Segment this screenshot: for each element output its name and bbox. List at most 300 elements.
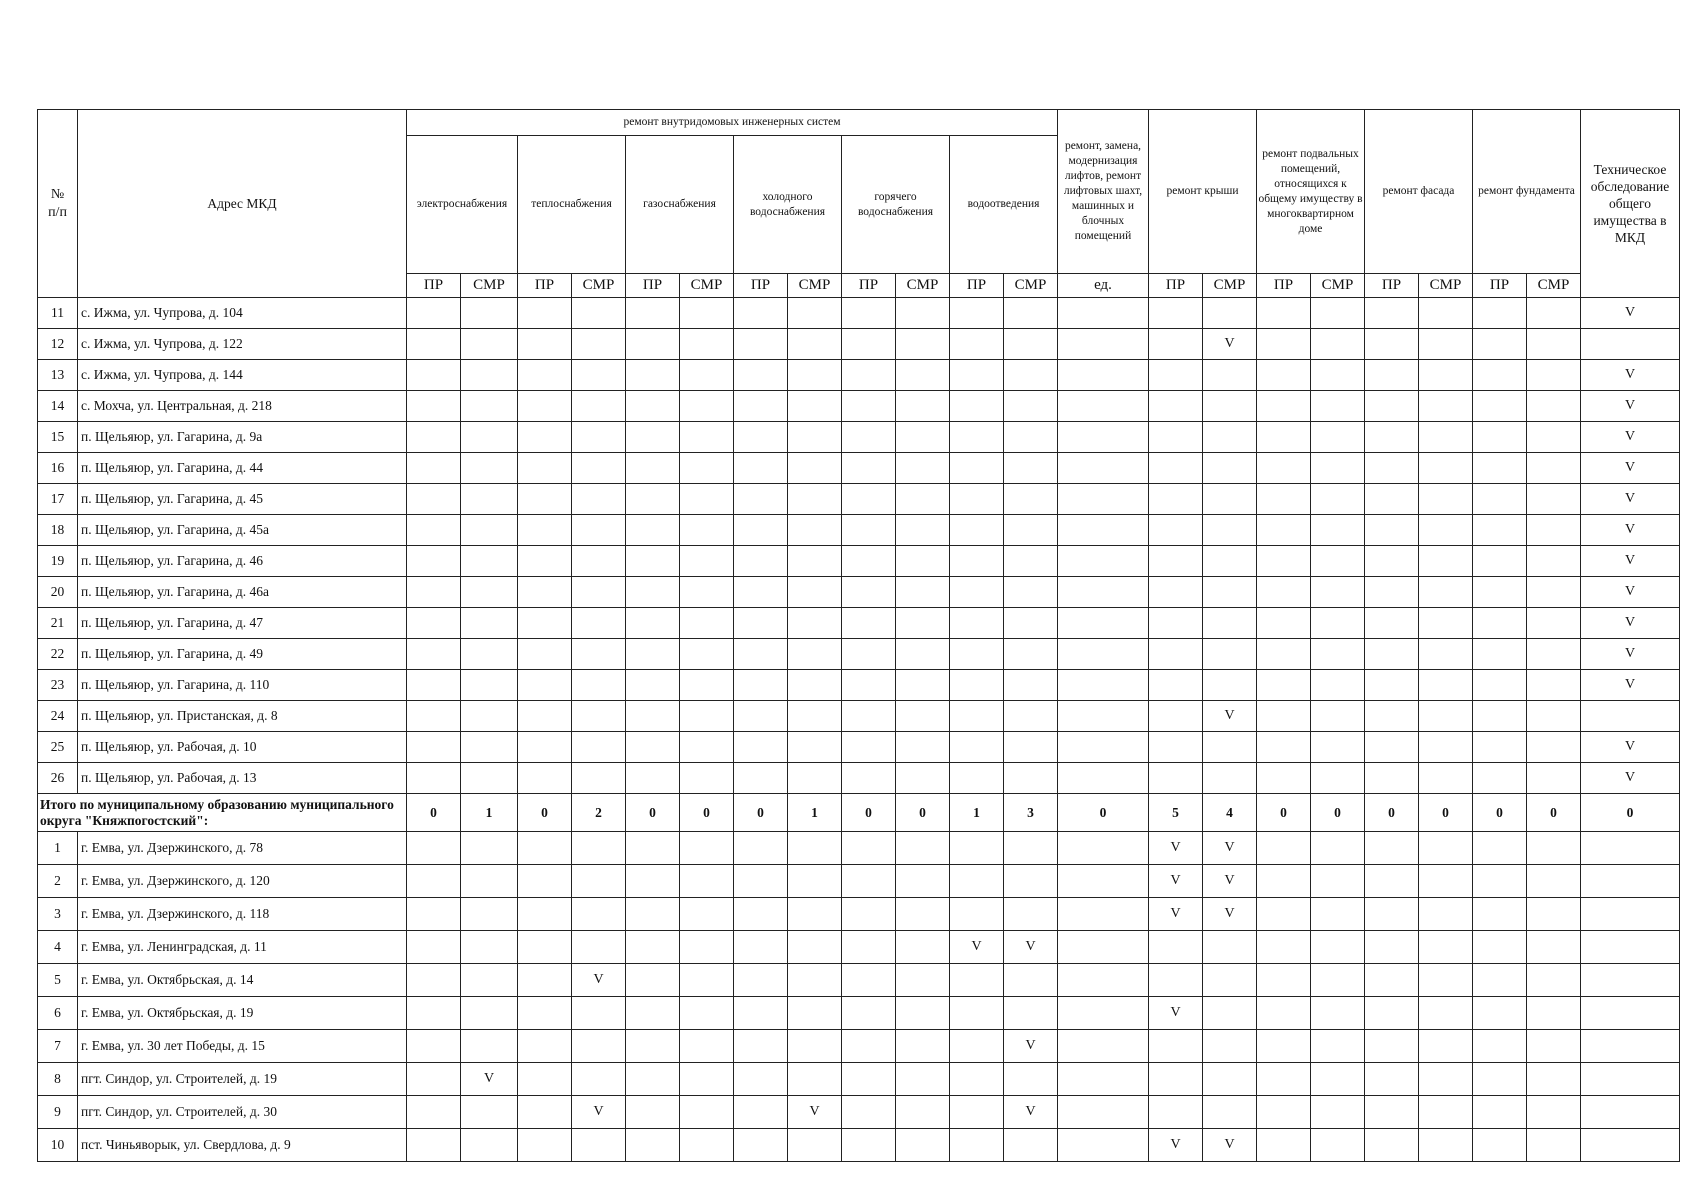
cell-gas-smr [680,701,734,732]
cell-roof-smr [1203,1063,1257,1096]
cell-heat-smr [572,484,626,515]
cell-elec-smr [461,964,518,997]
cell-roof-pr [1149,422,1203,453]
cell-cold-smr [788,391,842,422]
cell-gas-smr [680,832,734,865]
cell-gas-smr [680,515,734,546]
cell-base-pr [1257,329,1311,360]
cell-found-smr [1527,298,1581,329]
cell-hot-smr [896,997,950,1030]
header-facade: ремонт фасада [1365,110,1473,274]
cell-gas-smr [680,997,734,1030]
cell-gas-smr [680,1063,734,1096]
cell-cold-smr [788,670,842,701]
cell-elec-pr [407,732,461,763]
row-number: 18 [38,515,78,546]
total-cold-smr: 1 [788,794,842,832]
cell-roof-smr [1203,391,1257,422]
cell-sewer-smr [1004,865,1058,898]
cell-roof-smr [1203,515,1257,546]
cell-elec-smr [461,453,518,484]
cell-gas-smr [680,329,734,360]
row-number: 14 [38,391,78,422]
subheader-facade-smr: СМР [1419,274,1473,298]
cell-gas-pr [626,577,680,608]
cell-facade-pr [1365,577,1419,608]
cell-sewer-smr: V [1004,931,1058,964]
subheader-basement-smr: СМР [1311,274,1365,298]
cell-heat-smr [572,608,626,639]
cell-heat-smr: V [572,1096,626,1129]
cell-elec-smr [461,608,518,639]
total-heat-smr: 2 [572,794,626,832]
cell-roof-smr [1203,639,1257,670]
cell-hot-pr [842,832,896,865]
cell-base-smr [1311,964,1365,997]
cell-heat-smr [572,931,626,964]
table-row [38,898,1680,931]
cell-hot-smr [896,1096,950,1129]
cell-elec-pr [407,639,461,670]
cell-facade-smr [1419,484,1473,515]
table-row [38,732,1680,763]
cell-heat-smr [572,1129,626,1162]
cell-facade-pr [1365,732,1419,763]
cell-facade-pr [1365,391,1419,422]
table-row [38,639,1680,670]
cell-elec-smr [461,639,518,670]
row-number: 2 [38,865,78,898]
cell-found-pr [1473,546,1527,577]
cell-roof-smr: V [1203,1129,1257,1162]
row-number: 24 [38,701,78,732]
cell-hot-smr [896,453,950,484]
cell-elec-smr [461,484,518,515]
cell-found-pr [1473,832,1527,865]
row-number: 19 [38,546,78,577]
cell-hot-smr [896,577,950,608]
cell-facade-smr [1419,329,1473,360]
row-number: 23 [38,670,78,701]
cell-sewer-pr [950,670,1004,701]
cell-base-pr [1257,832,1311,865]
cell-base-pr [1257,298,1311,329]
col-header-num: № п/п [38,110,78,298]
row-address: п. Щельяюр, ул. Рабочая, д. 13 [78,763,407,794]
cell-sewer-smr [1004,546,1058,577]
cell-facade-smr [1419,701,1473,732]
cell-base-pr [1257,608,1311,639]
cell-facade-smr [1419,732,1473,763]
cell-base-pr [1257,453,1311,484]
cell-roof-pr [1149,1063,1203,1096]
cell-facade-pr [1365,484,1419,515]
cell-base-pr [1257,670,1311,701]
cell-facade-pr [1365,701,1419,732]
cell-base-smr [1311,577,1365,608]
cell-heat-smr [572,670,626,701]
cell-hot-smr [896,1063,950,1096]
cell-elec-pr [407,546,461,577]
cell-heat-smr [572,832,626,865]
cell-base-smr [1311,639,1365,670]
cell-elec-pr [407,298,461,329]
cell-elec-smr [461,1129,518,1162]
cell-lifts [1058,1129,1149,1162]
cell-lifts [1058,329,1149,360]
cell-sewer-pr [950,865,1004,898]
cell-tech [1581,898,1680,931]
cell-sewer-smr: V [1004,1096,1058,1129]
cell-facade-pr [1365,1063,1419,1096]
row-address: пст. Чиньяворык, ул. Свердлова, д. 9 [78,1129,407,1162]
total-elec-smr: 1 [461,794,518,832]
cell-hot-pr [842,1030,896,1063]
cell-heat-pr [518,608,572,639]
cell-elec-pr [407,763,461,794]
cell-base-smr [1311,931,1365,964]
cell-hot-smr [896,763,950,794]
cell-roof-pr [1149,391,1203,422]
cell-found-pr [1473,732,1527,763]
cell-tech [1581,1129,1680,1162]
cell-sewer-smr [1004,1063,1058,1096]
cell-tech: V [1581,484,1680,515]
cell-gas-pr [626,931,680,964]
total-found-pr: 0 [1473,794,1527,832]
cell-sewer-pr [950,484,1004,515]
cell-cold-smr [788,422,842,453]
cell-heat-smr [572,1030,626,1063]
row-number: 22 [38,639,78,670]
row-number: 15 [38,422,78,453]
cell-cold-pr [734,865,788,898]
cell-hot-pr [842,391,896,422]
cell-hot-smr [896,931,950,964]
cell-hot-pr [842,701,896,732]
cell-elec-pr [407,608,461,639]
cell-hot-pr [842,964,896,997]
header-hot-water: горячего водоснабжения [842,136,950,274]
cell-gas-pr [626,391,680,422]
cell-cold-smr [788,832,842,865]
total-gas-pr: 0 [626,794,680,832]
row-address: п. Щельяюр, ул. Гагарина, д. 45 [78,484,407,515]
cell-sewer-smr [1004,608,1058,639]
table-row [38,1030,1680,1063]
cell-tech: V [1581,732,1680,763]
cell-heat-pr [518,577,572,608]
total-gas-smr: 0 [680,794,734,832]
cell-base-pr [1257,1030,1311,1063]
cell-heat-smr [572,997,626,1030]
cell-gas-smr [680,577,734,608]
cell-base-pr [1257,964,1311,997]
table-row [38,763,1680,794]
cell-hot-smr [896,701,950,732]
table-row [38,832,1680,865]
cell-gas-pr [626,1096,680,1129]
cell-hot-pr [842,329,896,360]
cell-base-pr [1257,931,1311,964]
cell-hot-pr [842,898,896,931]
cell-roof-smr [1203,546,1257,577]
row-address: п. Щельяюр, ул. Рабочая, д. 10 [78,732,407,763]
cell-roof-smr [1203,422,1257,453]
cell-roof-smr [1203,964,1257,997]
cell-hot-pr [842,453,896,484]
row-number: 3 [38,898,78,931]
cell-facade-pr [1365,1096,1419,1129]
cell-found-smr [1527,865,1581,898]
subheader-heat-smr: СМР [572,274,626,298]
table-row [38,997,1680,1030]
cell-found-pr [1473,997,1527,1030]
cell-elec-pr [407,832,461,865]
cell-roof-pr [1149,732,1203,763]
cell-cold-smr [788,898,842,931]
cell-hot-pr [842,422,896,453]
cell-base-pr [1257,1096,1311,1129]
cell-hot-smr [896,865,950,898]
cell-tech [1581,701,1680,732]
cell-base-pr [1257,732,1311,763]
cell-found-smr [1527,391,1581,422]
cell-found-pr [1473,453,1527,484]
cell-facade-pr [1365,964,1419,997]
cell-base-pr [1257,763,1311,794]
cell-found-smr [1527,1030,1581,1063]
cell-base-pr [1257,577,1311,608]
row-address: п. Щельяюр, ул. Гагарина, д. 110 [78,670,407,701]
subheader-heat-pr: ПР [518,274,572,298]
cell-sewer-smr [1004,298,1058,329]
cell-gas-pr [626,1129,680,1162]
table-row [38,931,1680,964]
row-address: г. Емва, ул. Дзержинского, д. 118 [78,898,407,931]
cell-cold-smr: V [788,1096,842,1129]
cell-hot-smr [896,422,950,453]
cell-roof-pr [1149,964,1203,997]
cell-found-smr [1527,329,1581,360]
cell-lifts [1058,608,1149,639]
cell-cold-smr [788,329,842,360]
cell-elec-pr [407,931,461,964]
cell-cold-pr [734,329,788,360]
row-number: 25 [38,732,78,763]
cell-cold-pr [734,1063,788,1096]
cell-cold-smr [788,865,842,898]
cell-cold-pr [734,298,788,329]
cell-elec-pr [407,865,461,898]
cell-heat-pr [518,997,572,1030]
cell-roof-pr [1149,763,1203,794]
cell-facade-smr [1419,453,1473,484]
cell-tech [1581,329,1680,360]
cell-hot-smr [896,1030,950,1063]
cell-found-pr [1473,515,1527,546]
cell-sewer-smr [1004,898,1058,931]
row-address: п. Щельяюр, ул. Гагарина, д. 46 [78,546,407,577]
row-number: 8 [38,1063,78,1096]
cell-facade-smr [1419,832,1473,865]
cell-cold-pr [734,608,788,639]
cell-gas-pr [626,1030,680,1063]
cell-facade-smr [1419,298,1473,329]
cell-found-pr [1473,701,1527,732]
cell-elec-pr [407,997,461,1030]
cell-lifts [1058,931,1149,964]
cell-facade-smr [1419,865,1473,898]
cell-sewer-pr [950,1030,1004,1063]
cell-tech: V [1581,763,1680,794]
total-base-smr: 0 [1311,794,1365,832]
cell-sewer-pr [950,391,1004,422]
cell-elec-pr [407,670,461,701]
cell-tech [1581,964,1680,997]
header-heating: теплоснабжения [518,136,626,274]
cell-lifts [1058,298,1149,329]
cell-hot-smr [896,484,950,515]
cell-elec-smr [461,865,518,898]
cell-heat-pr [518,329,572,360]
table-row [38,670,1680,701]
cell-sewer-pr [950,997,1004,1030]
cell-roof-smr [1203,670,1257,701]
cell-facade-smr [1419,546,1473,577]
cell-found-smr [1527,1096,1581,1129]
cell-gas-pr [626,329,680,360]
cell-roof-pr [1149,1096,1203,1129]
cell-tech [1581,1063,1680,1096]
cell-heat-smr [572,732,626,763]
header-foundation: ремонт фундамента [1473,110,1581,274]
cell-base-smr [1311,670,1365,701]
cell-elec-pr [407,360,461,391]
cell-heat-smr [572,422,626,453]
cell-heat-smr [572,515,626,546]
cell-lifts [1058,1063,1149,1096]
cell-hot-pr [842,997,896,1030]
cell-base-pr [1257,865,1311,898]
cell-base-smr [1311,1129,1365,1162]
table-row [38,515,1680,546]
cell-base-pr [1257,1129,1311,1162]
cell-found-smr [1527,997,1581,1030]
cell-tech: V [1581,422,1680,453]
cell-cold-pr [734,997,788,1030]
cell-heat-smr [572,546,626,577]
cell-heat-smr [572,639,626,670]
cell-elec-smr [461,832,518,865]
cell-heat-smr [572,763,626,794]
cell-gas-smr [680,865,734,898]
cell-sewer-smr [1004,832,1058,865]
cell-gas-pr [626,298,680,329]
cell-tech: V [1581,298,1680,329]
cell-base-pr [1257,422,1311,453]
cell-gas-smr [680,670,734,701]
cell-lifts [1058,865,1149,898]
cell-sewer-smr [1004,453,1058,484]
cell-sewer-smr [1004,1129,1058,1162]
header-gas: газоснабжения [626,136,734,274]
col-header-address: Адрес МКД [78,110,407,298]
cell-base-smr [1311,453,1365,484]
total-lifts: 0 [1058,794,1149,832]
cell-gas-smr [680,898,734,931]
table-row [38,964,1680,997]
cell-facade-pr [1365,329,1419,360]
row-number: 5 [38,964,78,997]
cell-roof-smr [1203,997,1257,1030]
cell-heat-smr: V [572,964,626,997]
cell-cold-pr [734,931,788,964]
cell-found-pr [1473,763,1527,794]
total-base-pr: 0 [1257,794,1311,832]
cell-elec-pr [407,1129,461,1162]
cell-found-smr [1527,546,1581,577]
table-row [38,1096,1680,1129]
cell-hot-pr [842,639,896,670]
cell-heat-pr [518,670,572,701]
cell-sewer-pr [950,329,1004,360]
cell-found-smr [1527,832,1581,865]
cell-found-smr [1527,931,1581,964]
cell-roof-pr [1149,1030,1203,1063]
cell-roof-pr [1149,298,1203,329]
cell-cold-smr [788,931,842,964]
cell-base-pr [1257,898,1311,931]
cell-cold-smr [788,997,842,1030]
cell-elec-smr [461,763,518,794]
cell-hot-pr [842,1063,896,1096]
cell-lifts [1058,639,1149,670]
cell-roof-pr: V [1149,865,1203,898]
cell-heat-pr [518,865,572,898]
table-row [38,865,1680,898]
cell-base-smr [1311,1063,1365,1096]
cell-found-smr [1527,763,1581,794]
cell-found-pr [1473,931,1527,964]
cell-heat-pr [518,515,572,546]
cell-gas-pr [626,670,680,701]
cell-gas-smr [680,1129,734,1162]
row-address: г. Емва, ул. Дзержинского, д. 78 [78,832,407,865]
row-number: 4 [38,931,78,964]
cell-sewer-smr [1004,484,1058,515]
cell-facade-pr [1365,865,1419,898]
cell-base-smr [1311,1096,1365,1129]
cell-cold-smr [788,732,842,763]
cell-hot-smr [896,608,950,639]
cell-elec-pr [407,577,461,608]
row-number: 9 [38,1096,78,1129]
cell-hot-smr [896,1129,950,1162]
row-number: 6 [38,997,78,1030]
cell-facade-smr [1419,964,1473,997]
total-facade-smr: 0 [1419,794,1473,832]
cell-base-smr [1311,701,1365,732]
row-number: 16 [38,453,78,484]
cell-cold-smr [788,1030,842,1063]
cell-gas-pr [626,732,680,763]
total-hot-smr: 0 [896,794,950,832]
cell-cold-smr [788,360,842,391]
cell-heat-pr [518,639,572,670]
cell-hot-smr [896,898,950,931]
cell-base-smr [1311,898,1365,931]
